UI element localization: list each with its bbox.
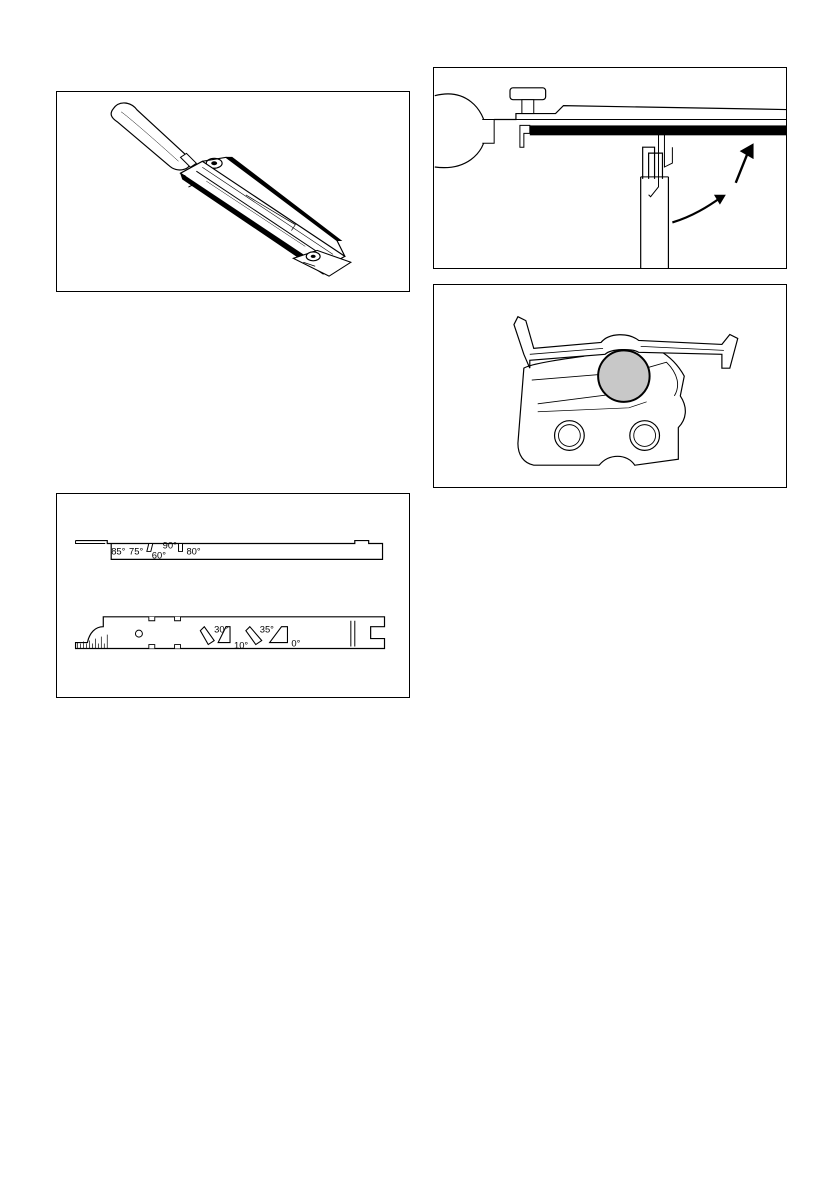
depth-gauge-drawing: [434, 285, 786, 487]
angle-label-90: 90°: [162, 539, 177, 551]
depth-gauge-figure: [433, 284, 787, 488]
angle-label-35: 35°: [259, 623, 274, 635]
upper-gauge-plate: [76, 539, 383, 560]
angle-label-0: 0°: [291, 637, 301, 649]
angle-label-85: 85°: [111, 545, 126, 557]
side-view-drawing: [434, 68, 786, 268]
lower-gauge-plate: [76, 617, 385, 651]
angle-label-80: 80°: [186, 545, 201, 557]
file-holder-drawing: [57, 92, 409, 291]
side-view-figure: [433, 67, 787, 269]
angle-gauge-drawing: [57, 494, 409, 697]
angle-label-60: 60°: [151, 549, 167, 561]
angle-label-30: 30°: [214, 623, 229, 635]
angle-label-10: 10°: [233, 639, 249, 651]
angle-gauge-figure: [56, 493, 410, 698]
angle-label-75: 75°: [129, 545, 144, 557]
file-holder-figure: [56, 91, 410, 292]
